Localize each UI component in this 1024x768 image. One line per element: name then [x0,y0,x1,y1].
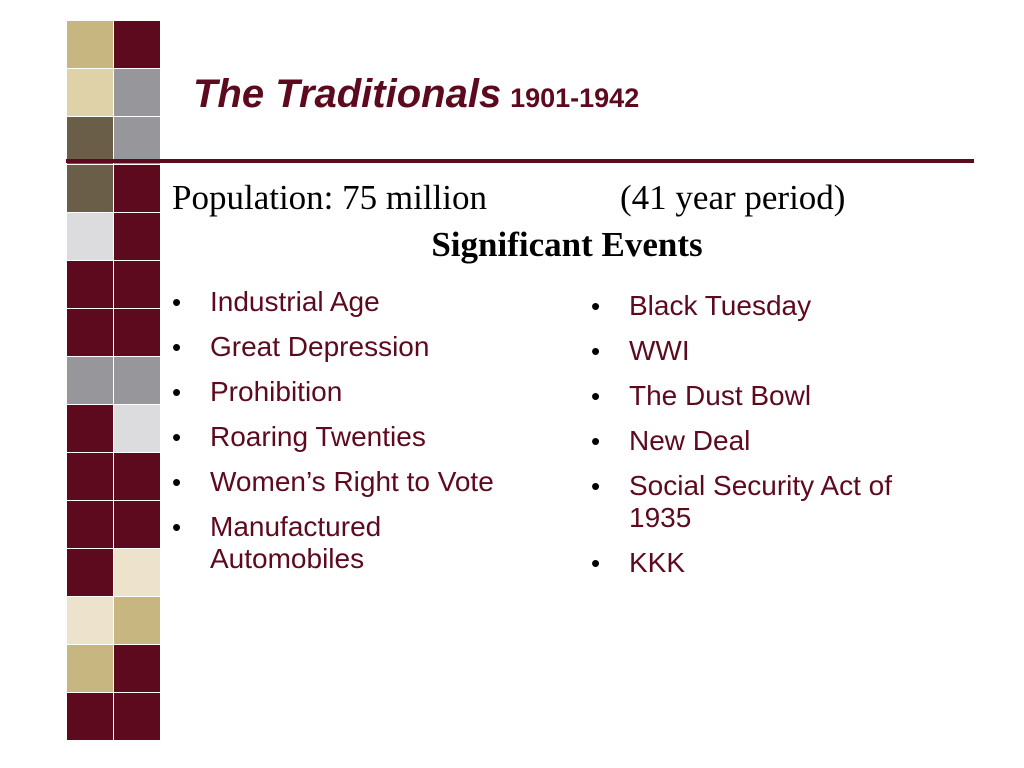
decorative-tile [67,213,114,261]
events-list-left [172,286,512,588]
decorative-tile [67,309,114,357]
decorative-tile [67,453,114,501]
decorative-tile [114,165,161,213]
title-divider [66,159,974,163]
title-years: 1901-1942 [510,83,640,113]
title-text: The Traditionals [193,72,502,116]
decorative-tile [67,645,114,693]
decorative-tile [67,693,114,741]
decorative-tile [114,69,161,117]
decorative-tile [67,69,114,117]
list-item: • Roaring Twenties [172,421,512,453]
list-item: • New Deal [591,425,931,457]
list-item: • WWI [591,335,931,367]
decorative-tile [67,21,114,69]
decorative-tile [67,261,114,309]
decorative-tile [114,261,161,309]
decorative-tile [67,597,114,645]
decorative-tile [114,549,161,597]
slide-title [193,72,639,117]
decorative-tile [114,453,161,501]
decorative-tile [114,309,161,357]
decorative-tile [114,501,161,549]
decorative-tile [114,357,161,405]
list-item: • Prohibition [172,376,512,408]
list-item: • Great Depression [172,331,512,363]
decorative-tile [114,213,161,261]
list-item: • Social Security Act of 1935 [591,470,931,534]
events-list-right [591,290,931,592]
decorative-tile [67,357,114,405]
list-item: • Black Tuesday [591,290,931,322]
list-item: • Women’s Right to Vote [172,466,512,498]
significant-events-heading: Significant Events [431,225,703,264]
decorative-tile [67,549,114,597]
period-text: (41 year period) [620,178,846,217]
decorative-tile [67,117,114,165]
decorative-tile [114,117,161,165]
list-item: • Manufactured Automobiles [172,511,512,575]
decorative-tile [67,501,114,549]
decorative-tile [114,597,161,645]
decorative-tile [67,405,114,453]
list-item: • Industrial Age [172,286,512,318]
population-text: Population: 75 million [172,178,488,217]
decorative-tile [114,405,161,453]
decorative-tile [67,165,114,213]
decorative-tile [114,645,161,693]
list-item: • KKK [591,547,931,579]
decorative-tile-column [67,21,161,741]
decorative-tile [114,693,161,741]
list-item: • The Dust Bowl [591,380,931,412]
decorative-tile [114,21,161,69]
